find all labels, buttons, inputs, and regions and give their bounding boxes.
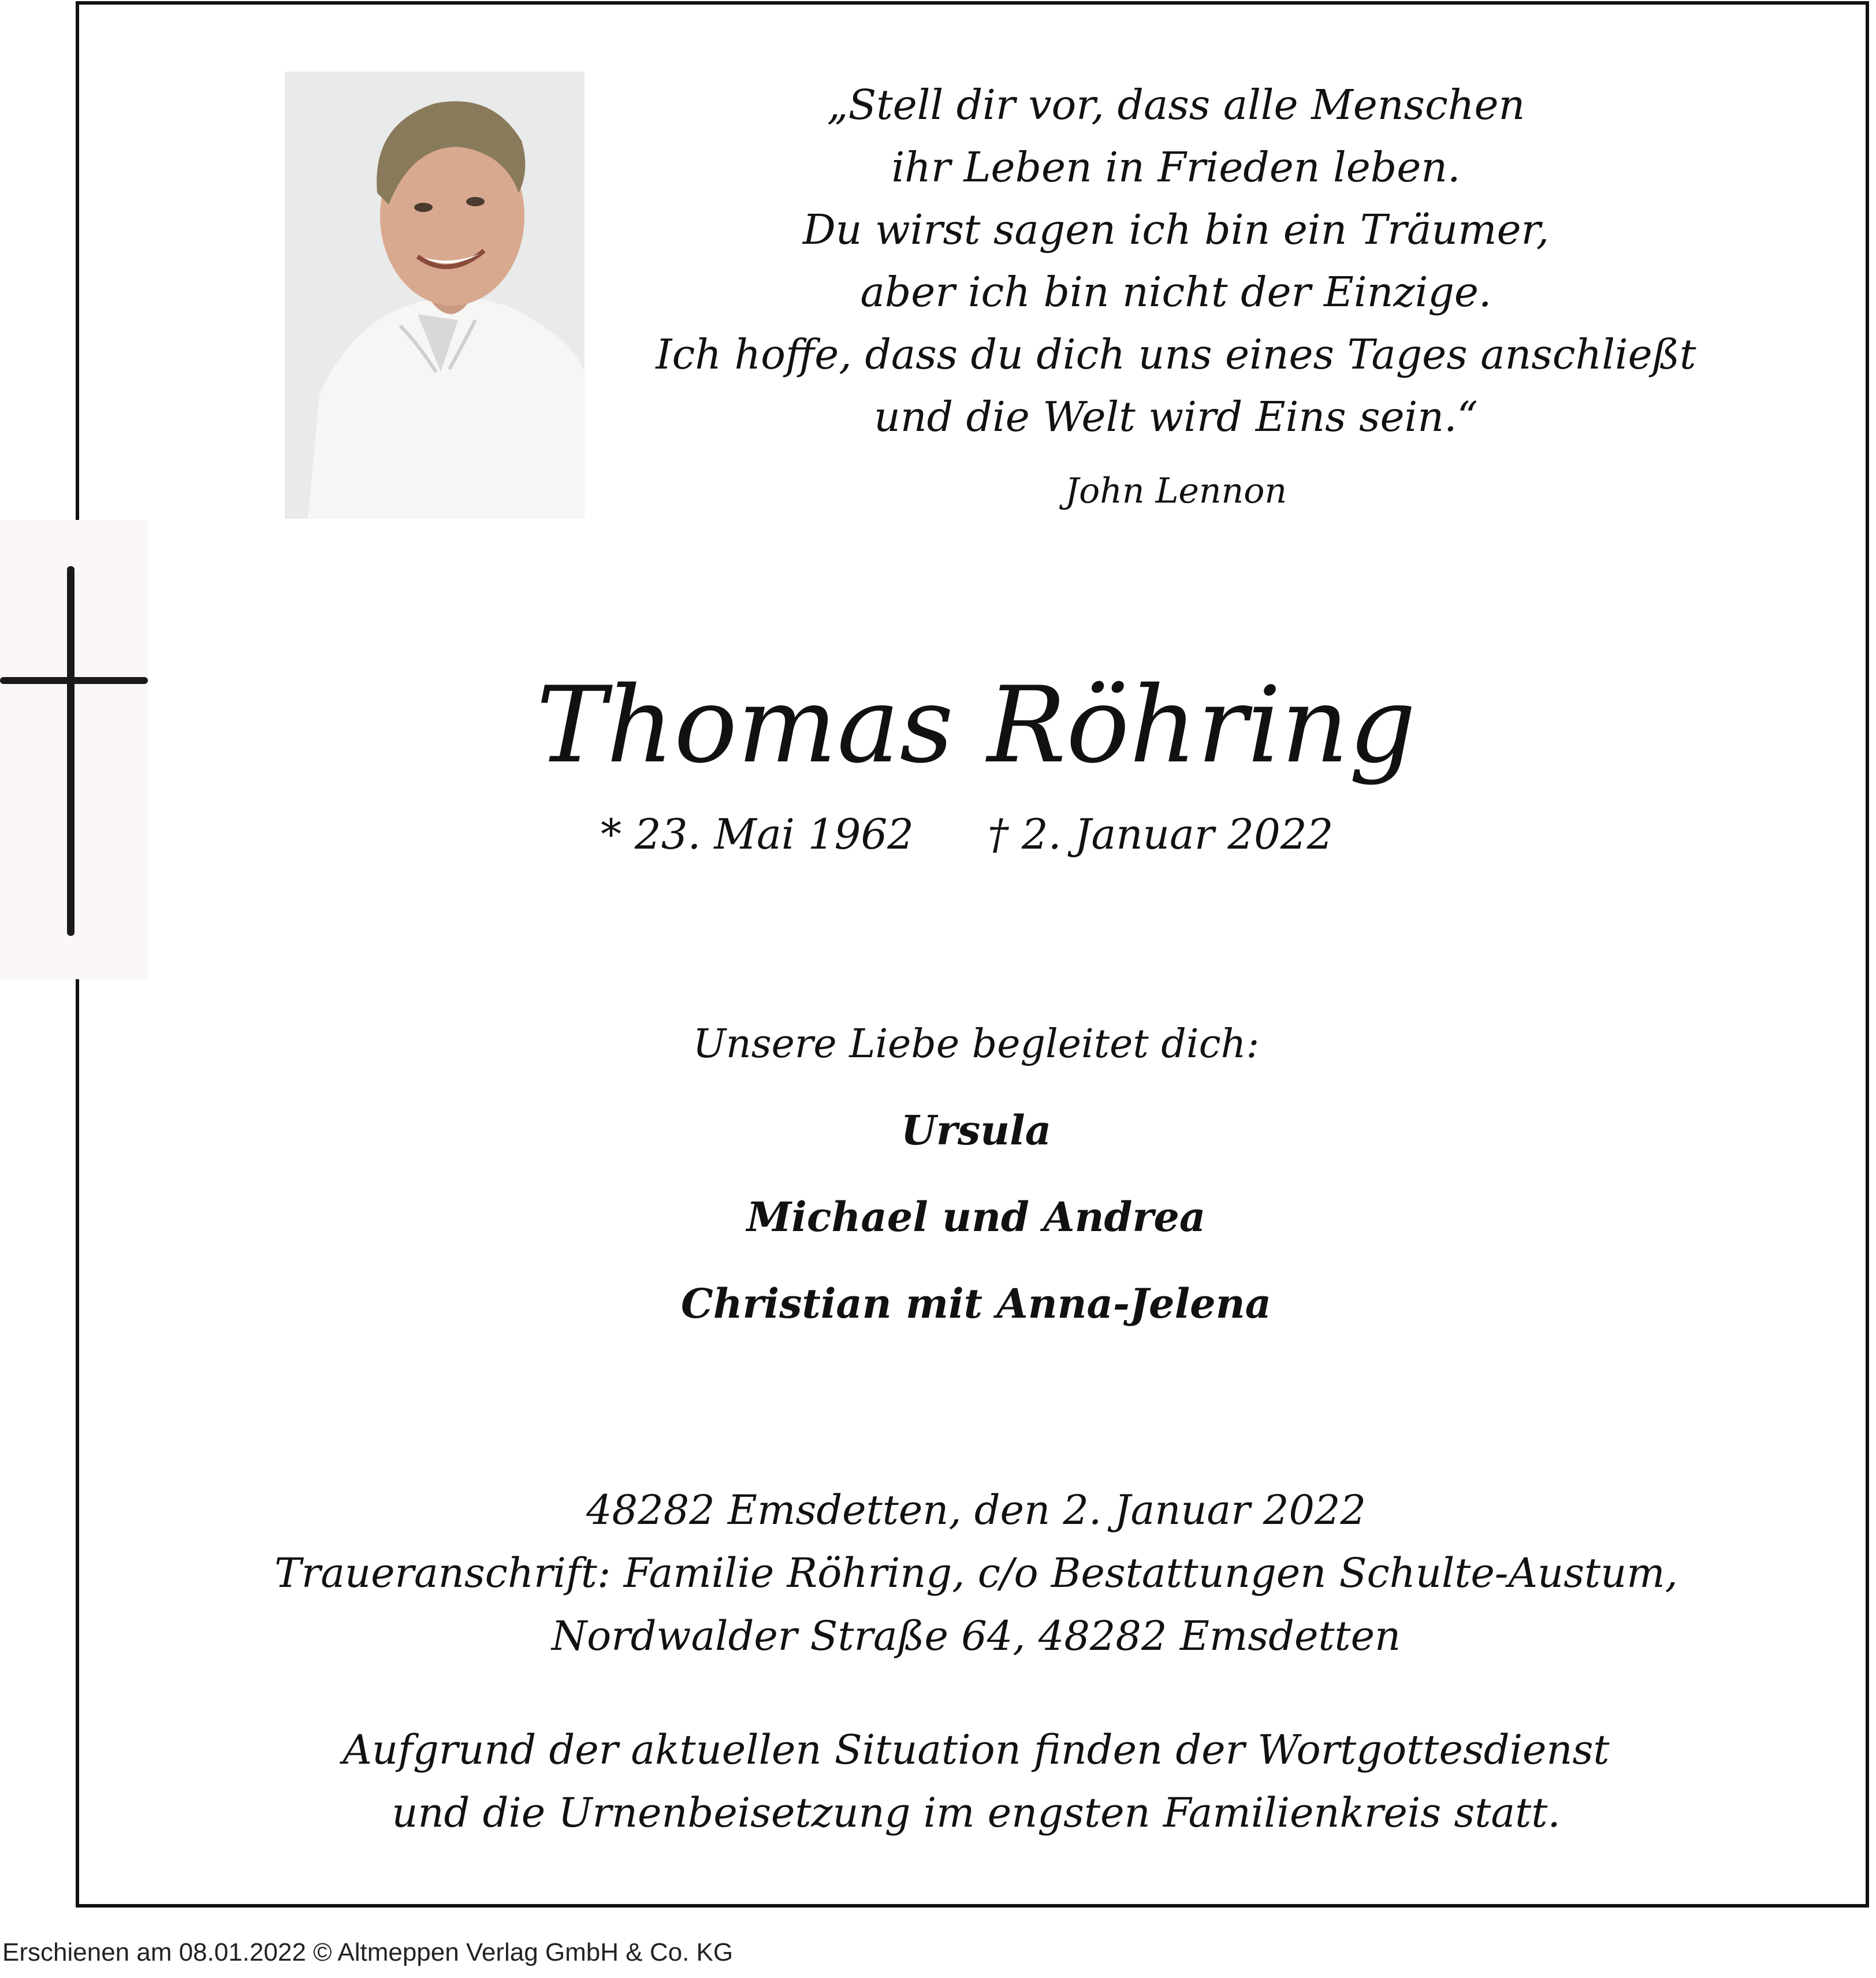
address-line: Nordwalder Straße 64, 48282 Emsdetten [551,1612,1401,1660]
life-dates [0,810,1876,868]
notice-line: und die Urnenbeisetzung im engsten Familienkreis statt. [392,1789,1561,1836]
quote-line: Ich hoffe, dass du dich uns eines Tages anschließt [656,330,1696,378]
mourner-name: Michael und Andrea [746,1193,1206,1241]
mourner-name: Ursula [900,1106,1052,1154]
quote-line: „Stell dir vor, dass alle Menschen [827,81,1525,129]
quote-line: und die Welt wird Eins sein.“ [874,393,1478,441]
quote-line: ihr Leben in Frieden leben. [891,143,1461,191]
notice-line: Aufgrund der aktuellen Situation finden der Wortgottesdienst [343,1726,1610,1773]
quote-line: aber ich bin nicht der Einzige. [860,268,1492,316]
death-date: † 2. Januar 2022 [988,810,1334,858]
publication-footer: Erschienen am 08.01.2022 © Altmeppen Verlag GmbH & Co. KG [2,1938,734,1966]
portrait-photo [285,72,585,519]
address-line: Traueranschrift: Familie Röhring, c/o Bestattungen Schulte-Austum, [274,1549,1678,1597]
quote-block [598,74,1754,448]
birth-date: * 23. Mai 1962 [601,810,914,858]
cross-icon [0,520,148,979]
quote-author: John Lennon [1065,471,1287,511]
location-line: 48282 Emsdetten, den 2. Januar 2022 [586,1486,1366,1534]
mourners-intro: Unsere Liebe begleitet dich: [693,1021,1260,1067]
quote-line: Du wirst sagen ich bin ein Träumer, [802,206,1550,254]
deceased-name: Thomas Röhring [536,664,1416,786]
mourner-name: Christian mit Anna-Jelena [681,1280,1271,1328]
